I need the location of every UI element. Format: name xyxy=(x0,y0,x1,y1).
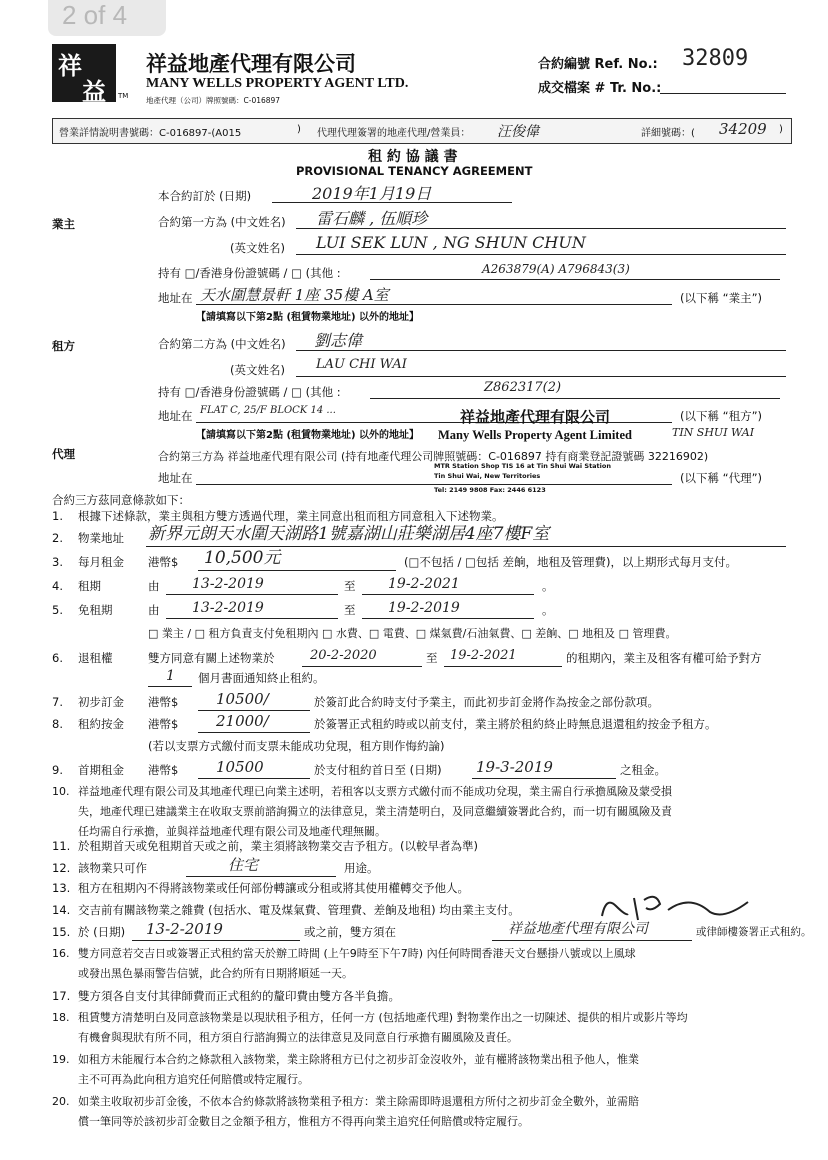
signing-place: 祥益地產代理有限公司 xyxy=(508,921,648,937)
security-deposit: 21000/ xyxy=(216,712,269,730)
term-3: 3. 每月租金 港幣$ 10,500元 (□不包括 / □包括 差餉，地租及管理費)，以上期形式每月支付。 xyxy=(52,548,738,569)
term-2: 2. 物業地址 新界元朗天水圍天湖路1號嘉湖山莊樂湖居4座7樓F室 xyxy=(52,528,792,548)
usage: 住宅 xyxy=(228,856,259,874)
tr-line xyxy=(660,93,786,94)
term-15: 15. 於 (日期) 13-2-2019 或之前，雙方須在 祥益地產代理有限公司 或律師樓簽署正式租約。 xyxy=(52,920,812,939)
agreement-intro: 合約三方茲同意條款如下： xyxy=(52,493,190,507)
term-8-note: (若以支票方式繳付而支票未能成功兌現，租方則作悔約論) xyxy=(148,739,445,753)
title-cn: 租 約 協 議 書 xyxy=(368,149,458,165)
term-9: 9. 首期租金 港幣$ 10500 於支付租約首日至 (日期) 19-3-2019 之租金。 xyxy=(52,758,666,777)
term-10: 10. 祥益地產代理有限公司及其地產代理已向業主述明，若租客以支票方式繳付而不能成功兌現，業主需自行承擔風險及蒙受損 失，地產代理已建議業主在收取支票前諮詢獨立的法律意見，業主清楚明白，及同意繼續簽署此合約，而一切有關風險及責 任均需自行承擔，並與祥益地產代理有限公司及地產代理無關。 xyxy=(52,785,672,838)
term-20: 20. 如業主收取初步訂金後，不依本合約條款將該物業租予租方：業主除需即時退還租方所付之初步訂金全數外，並需賠 償一筆同等於該初步訂金數目之金額予租方，惟租方不得再向業主追究任何賠償或特定履行。 xyxy=(52,1095,639,1128)
initial-deposit: 10500/ xyxy=(216,690,269,708)
date-label: 本合約訂於 (日期) xyxy=(158,189,252,203)
term-17: 17. 雙方須各自支付其律師費而正式租約的釐印費由雙方各半負擔。 xyxy=(52,989,400,1003)
monthly-rent: 10,500元 xyxy=(204,548,281,568)
term-16: 16. 雙方同意若交吉日或簽署正式租約當天於辦工時間 (上午9時至下午7時) 內任何時間香港天文台懸掛八號或以上風球 或發出黑色暴雨警告信號，此合約所有日期將順延一天。 xyxy=(52,947,636,980)
term-11: 11. 於租期首天或免租期首天或之前，業主須將該物業交吉予租方。(以較早者為準) xyxy=(52,839,478,853)
break-start: 20-2-2020 xyxy=(310,648,377,663)
company-name-en: MANY WELLS PROPERTY AGENT LTD. xyxy=(146,76,409,91)
break-end: 19-2-2021 xyxy=(450,648,517,663)
landlord-name-en: LUI SEK LUN , NG SHUN CHUN xyxy=(316,233,586,252)
term-8: 8. 租約按金 港幣$ 21000/ 於簽署正式租約時或以前支付，業主將於租約終止時無息退還租約按金予租方。 xyxy=(52,712,717,731)
rent-free-start: 13-2-2019 xyxy=(192,600,264,616)
agreement-date: 2019年1月19日 xyxy=(312,184,432,203)
landlord-address: 天水圍慧景軒 1座 35樓 A室 xyxy=(200,286,389,304)
tenant-section: 租方 xyxy=(52,339,75,353)
term-5-note: □ 業主 / □ 租方負責支付免租期內 □ 水費、□ 電費、□ 煤氣費/石油氣費、□ 差餉、□ 地租及 □ 管理費。 xyxy=(148,627,677,640)
landlord-id: A263879(A) A796843(3) xyxy=(482,262,630,276)
trademark: TM xyxy=(118,92,129,100)
licence-no: 地產代理（公司）牌照號碼：C-016897 xyxy=(146,96,281,105)
term-18: 18. 租賃雙方清楚明白及同意該物業是以現狀租予租方，任何一方 (包括地產代理) 對物業作出之一切陳述、提供的相片或影片等均 有機會與現狀有所不同，租方須自行諮詢獨立的法律意見及同意自行承擔有關風險及責任。 xyxy=(52,1011,688,1044)
rent-free-end: 19-2-2019 xyxy=(388,600,460,616)
term-6: 6. 退租權 雙方同意有關上述物業於 20-2-2020 至 19-2-2021 的租期內，業主及租客有權可給予對方 xyxy=(52,648,762,665)
info-bar: 營業詳情說明書號碼：C-016897-(A015 ) 代理代理簽署的地產代理/營業員： 汪俊偉 詳細號碼：( 34209 ) xyxy=(52,118,792,144)
company-logo: 祥 益 xyxy=(52,44,116,102)
stamp-handwriting: TIN SHUI WAI xyxy=(672,426,755,439)
term-19: 19. 如租方未能履行本合約之條款租入該物業，業主除將租方已付之初步訂金沒收外，並有權將該物業出租予他人，惟業 主不可再為此向租方追究任何賠償或特定履行。 xyxy=(52,1053,639,1086)
tenant-address: FLAT C, 25/F BLOCK 14 ... xyxy=(200,405,336,416)
term-1: 1. 根據下述條款，業主與租方雙方透過代理，業主同意出租而租方同意租入下述物業。 xyxy=(52,509,504,523)
company-stamp: 祥益地產代理有限公司 Many Wells Property Agent Limited MTR Station Shop TIS 16 at Tin Shui Wai Station Tin Shui Wai, New Territories Tel: 2149 9808 Fax: 2446 6123 xyxy=(434,408,632,494)
term-12: 12. 該物業只可作 住宅 用途。 xyxy=(52,856,379,875)
first-rent: 10500 xyxy=(216,758,264,776)
landlord-section: 業主 xyxy=(52,217,75,231)
ref-label: 合約編號 Ref. No.: xyxy=(538,57,658,72)
term-5: 5. 免租期 由 13-2-2019 至 19-2-2019 。 xyxy=(52,600,554,617)
signing-date: 13-2-2019 xyxy=(146,920,223,938)
tr-label: 成交檔案 # Tr. No.: xyxy=(538,81,662,96)
lease-end: 19-2-2021 xyxy=(388,576,460,592)
term-13: 13. 租方在租期內不得將該物業或任何部份轉讓或分租或將其使用權轉交予他人。 xyxy=(52,881,469,895)
tenant-name-en: LAU CHI WAI xyxy=(316,357,407,372)
agent-section: 代理 xyxy=(52,447,75,461)
lease-start: 13-2-2019 xyxy=(192,576,264,592)
page-indicator: 2 of 4 xyxy=(48,0,166,36)
property-address: 新界元朗天水圍天湖路1號嘉湖山莊樂湖居4座7樓F室 xyxy=(148,524,550,544)
term-4: 4. 租期 由 13-2-2019 至 19-2-2021 。 xyxy=(52,576,554,593)
title-en: PROVISIONAL TENANCY AGREEMENT xyxy=(296,164,533,178)
first-rent-date: 19-3-2019 xyxy=(476,758,553,776)
term-7: 7. 初步訂金 港幣$ 10500/ 於簽訂此合約時支付予業主，而此初步訂金將作為按金之部份款項。 xyxy=(52,690,659,709)
tenant-id: Z862317(2) xyxy=(484,380,562,395)
company-name-cn: 祥益地產代理有限公司 xyxy=(146,51,356,76)
ref-number: 32809 xyxy=(682,46,749,71)
landlord-name-cn: 雷石麟 , 伍順珍 xyxy=(316,209,428,228)
tenant-name-cn: 劉志偉 xyxy=(314,331,363,350)
term-14: 14. 交吉前有關該物業之雜費 (包括水、電及煤氣費、管理費、差餉及地租) 均由業主支付。 xyxy=(52,903,520,917)
